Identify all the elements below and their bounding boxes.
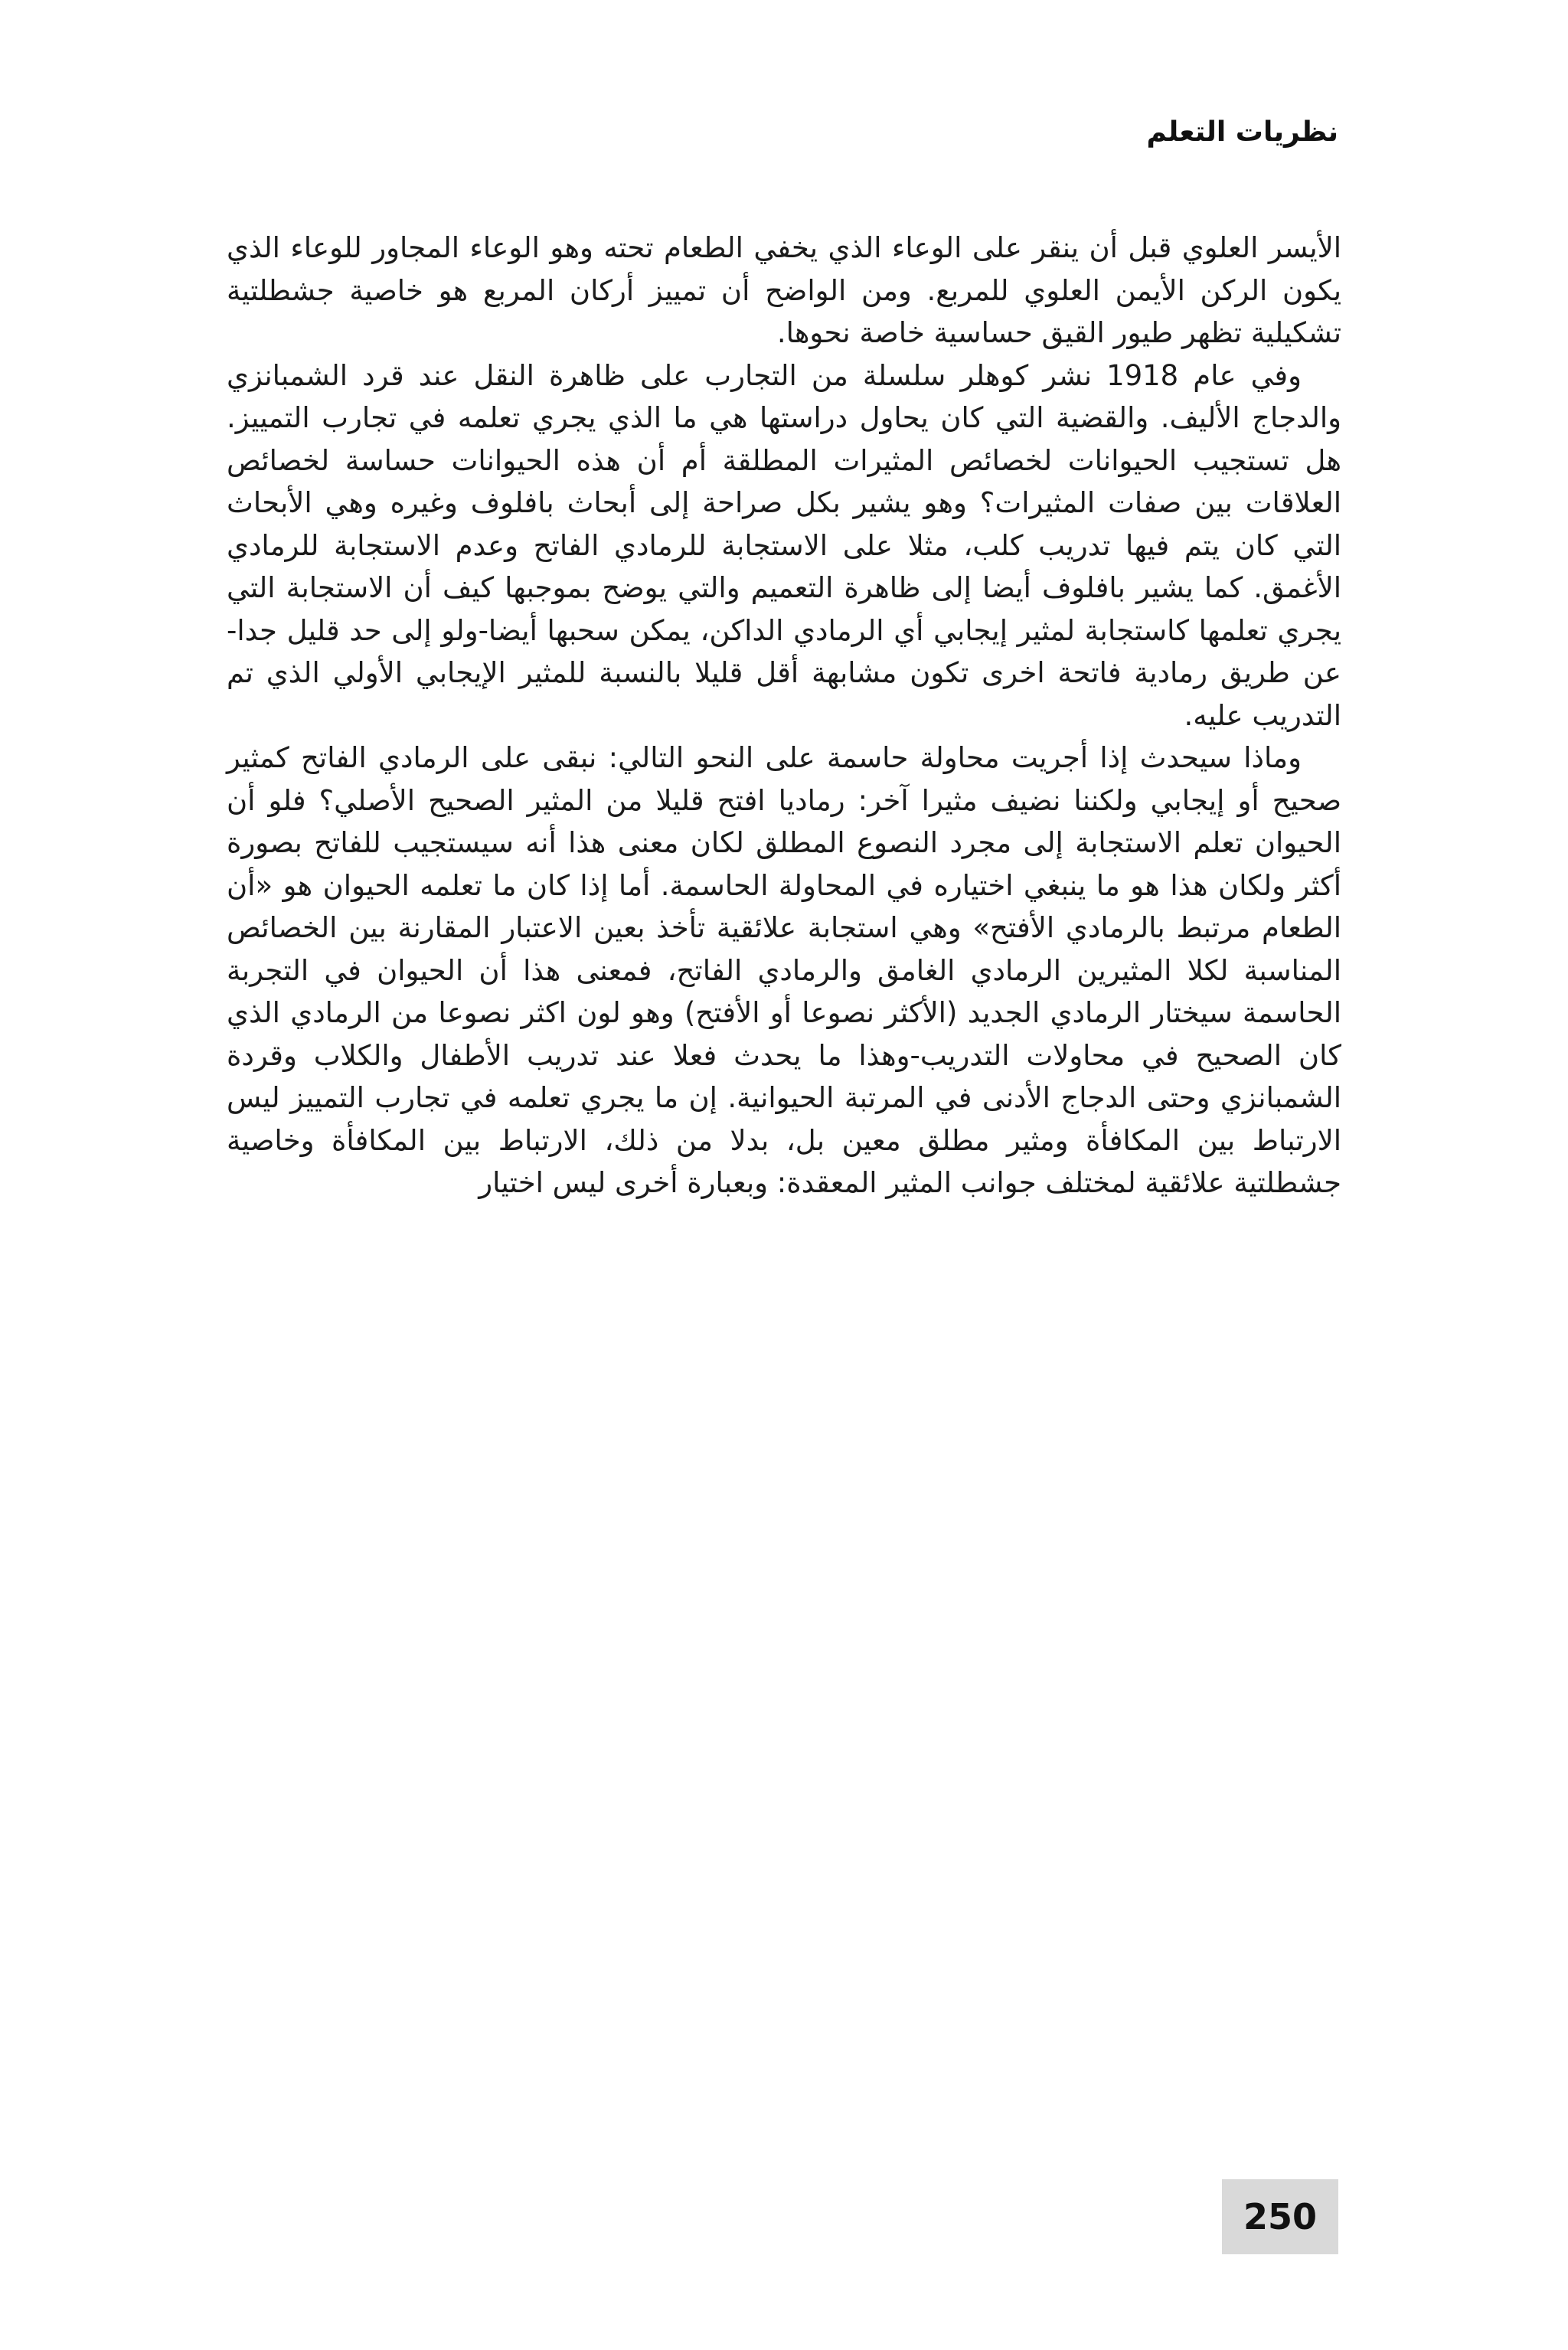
body-text <box>227 227 1341 1204</box>
page-number: 250 <box>1243 2196 1318 2237</box>
paragraph-critical-trial: وماذا سيحدث إذا أجريت محاولة حاسمة على النحو التالي: نبقى على الرمادي الفاتح كمثير صحيح أو إيجابي ولكننا نضيف مثيرا آخر: رماديا افتح قليلا من المثير الصحيح الأصلي؟ فلو أن الحيوان تعلم الاستجابة إلى مجرد النصوع المطلق لكان معنى هذا أنه سيستجيب للفاتح بصورة أكثر ولكان هذا هو ما ينبغي اختياره في المحاولة الحاسمة. أما إذا كان ما تعلمه الحيوان هو «أن الطعام مرتبط بالرمادي الأفتح» وهي استجابة علائقية تأخذ بعين الاعتبار المقارنة بين الخصائص المناسبة لكلا المثيرين الرمادي الغامق والرمادي الفاتح، فمعنى هذا أن الحيوان في التجربة الحاسمة سيختار الرمادي الجديد (الأكثر نصوعا أو الأفتح) وهو لون اكثر نصوعا من الرمادي الذي كان الصحيح في محاولات التدريب-وهذا ما يحدث فعلا عند تدريب الأطفال والكلاب وقردة الشمبانزي وحتى الدجاج الأدنى في المرتبة الحيوانية. إن ما يجري تعلمه في تجارب التمييز ليس الارتباط بين المكافأة ومثير مطلق معين بل، بدلا من ذلك، الارتباط بين المكافأة وخاصية جشطلتية علائقية لمختلف جوانب المثير المعقدة: وبعبارة أخرى ليس اختيار <box>227 741 1341 1199</box>
running-header-title: نظريات التعلم <box>1146 116 1338 148</box>
paragraph-kohler-1918: وفي عام 1918 نشر كوهلر سلسلة من التجارب على ظاهرة النقل عند قرد الشمبانزي والدجاج الأليف. والقضية التي كان يحاول دراستها هي ما الذي يجري تعلمه في تجارب التمييز. هل تستجيب الحيوانات لخصائص المثيرات المطلقة أم أن هذه الحيوانات حساسة لخصائص العلاقات بين صفات المثيرات؟ وهو يشير بكل صراحة إلى أبحاث بافلوف وغيره وهي الأبحاث التي كان يتم فيها تدريب كلب، مثلا على الاستجابة للرمادي الفاتح وعدم الاستجابة للرمادي الأغمق. كما يشير بافلوف أيضا إلى ظاهرة التعميم والتي يوضح بموجبها كيف أن الاستجابة التي يجري تعلمها كاستجابة لمثير إيجابي أي الرمادي الداكن، يمكن سحبها أيضا-ولو إلى حد قليل جدا-عن طريق رمادية فاتحة اخرى تكون مشابهة أقل قليلا بالنسبة للمثير الإيجابي الأولي الذي تم التدريب عليه. <box>227 358 1341 732</box>
page-number-box <box>1222 2179 1338 2254</box>
paragraph-continuation: الأيسر العلوي قبل أن ينقر على الوعاء الذي يخفي الطعام تحته وهو الوعاء المجاور للوعاء الذي يكون الركن الأيمن العلوي للمربع. ومن الواضح أن تمييز أركان المربع هو خاصية جشطلتية تشكيلية تظهر طيور القيق حساسية خاصة نحوها. <box>227 231 1341 349</box>
